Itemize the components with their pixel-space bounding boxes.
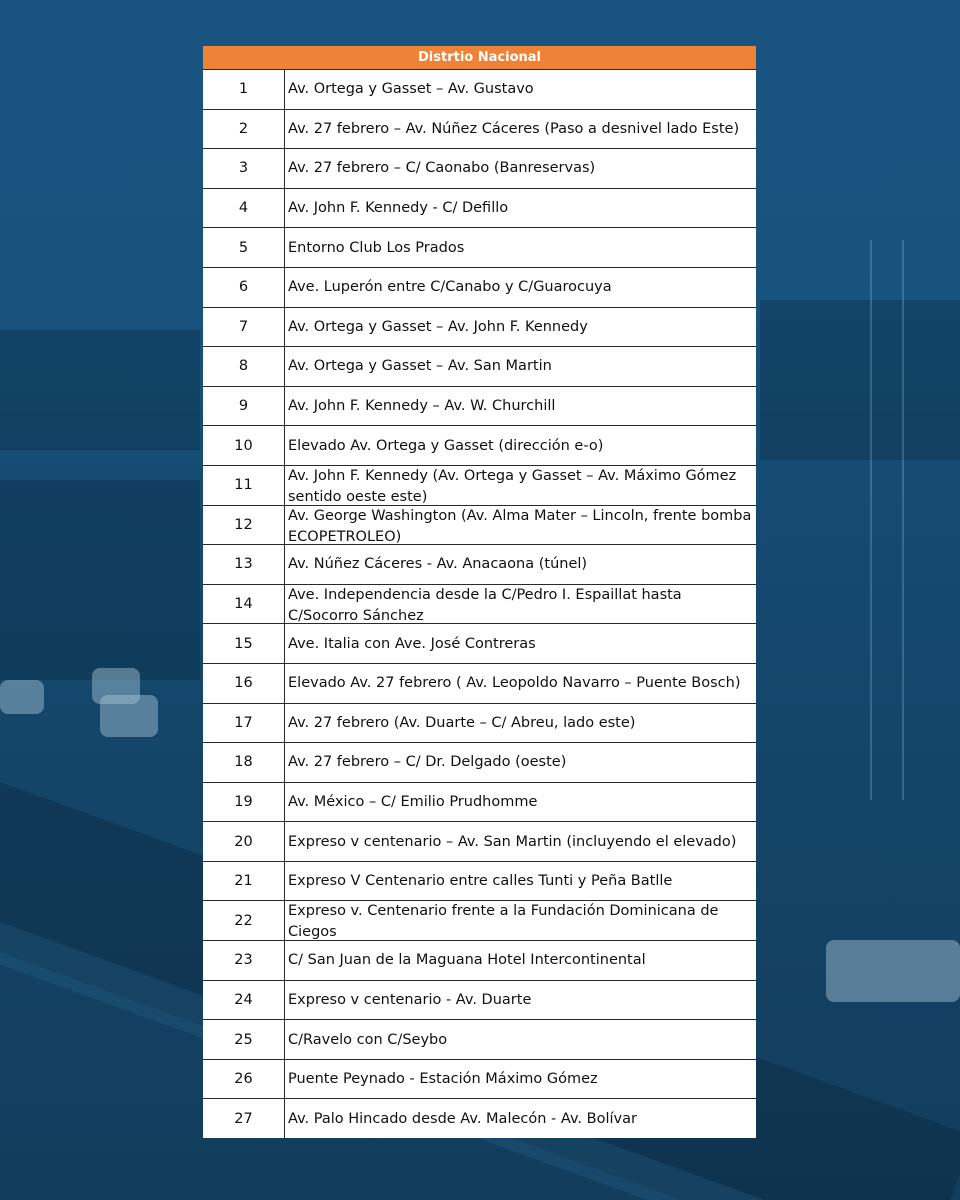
table-row [203, 704, 756, 744]
row-location: Ave. Italia con Ave. José Contreras [288, 635, 536, 652]
table-row [203, 822, 756, 862]
table-row [203, 1020, 756, 1060]
table-row [203, 624, 756, 664]
table-header: Distrtio Nacional [203, 46, 756, 70]
row-location: Av. John F. Kennedy – Av. W. Churchill [288, 398, 556, 415]
row-number: 15 [203, 624, 285, 663]
row-number: 7 [203, 308, 285, 347]
row-number: 10 [203, 426, 285, 465]
table-row [203, 347, 756, 387]
row-location: Expreso v centenario – Av. San Martin (incluyendo el elevado) [288, 833, 737, 850]
row-number: 24 [203, 981, 285, 1020]
table-row [203, 545, 756, 585]
table-row [203, 901, 756, 941]
table-row [203, 585, 756, 625]
table-row [203, 268, 756, 308]
table-row [203, 783, 756, 823]
table-row [203, 941, 756, 981]
row-number: 11 [203, 466, 285, 505]
row-number: 23 [203, 941, 285, 980]
row-location: Av. Ortega y Gasset – Av. Gustavo [288, 81, 534, 98]
table-row [203, 506, 756, 546]
table-row [203, 1060, 756, 1100]
row-number: 16 [203, 664, 285, 703]
table-row [203, 308, 756, 348]
row-location: Av. Ortega y Gasset – Av. John F. Kennedy [288, 318, 588, 335]
table-row [203, 387, 756, 427]
row-location: Expreso v. Centenario frente a la Fundación Dominicana de Ciegos [288, 903, 719, 941]
row-number: 4 [203, 189, 285, 228]
table-row [203, 149, 756, 189]
table-body [203, 70, 756, 1138]
row-location: Elevado Av. 27 febrero ( Av. Leopoldo Navarro – Puente Bosch) [288, 675, 741, 692]
table-row [203, 110, 756, 150]
table-row [203, 981, 756, 1021]
locations-table [203, 46, 756, 1138]
row-number: 6 [203, 268, 285, 307]
table-row [203, 1099, 756, 1138]
row-location: C/ San Juan de la Maguana Hotel Intercontinental [288, 952, 646, 969]
row-location: Av. 27 febrero – C/ Caonabo (Banreservas) [288, 160, 596, 177]
row-number: 1 [203, 70, 285, 109]
table-row [203, 862, 756, 902]
row-number: 2 [203, 110, 285, 149]
row-number: 22 [203, 901, 285, 940]
row-location: Av. Palo Hincado desde Av. Malecón - Av. Bolívar [288, 1110, 637, 1127]
row-location: Av. 27 febrero – C/ Dr. Delgado (oeste) [288, 754, 567, 771]
row-location: Av. John F. Kennedy - C/ Defillo [288, 200, 509, 217]
row-number: 5 [203, 228, 285, 267]
row-number: 14 [203, 585, 285, 624]
row-location: C/Ravelo con C/Seybo [288, 1031, 448, 1048]
row-number: 18 [203, 743, 285, 782]
row-number: 9 [203, 387, 285, 426]
row-number: 21 [203, 862, 285, 901]
row-number: 13 [203, 545, 285, 584]
row-number: 26 [203, 1060, 285, 1099]
table-row [203, 189, 756, 229]
row-number: 25 [203, 1020, 285, 1059]
row-number: 20 [203, 822, 285, 861]
row-location: Av. Ortega y Gasset – Av. San Martin [288, 358, 552, 375]
row-location: Av. México – C/ Emilio Prudhomme [288, 793, 538, 810]
row-number: 27 [203, 1099, 285, 1138]
row-location: Av. 27 febrero (Av. Duarte – C/ Abreu, lado este) [288, 714, 636, 731]
row-location: Av. John F. Kennedy (Av. Ortega y Gasset – Av. Máximo Gómez sentido oeste este) [288, 467, 737, 505]
table-row [203, 228, 756, 268]
table-row [203, 664, 756, 704]
row-number: 17 [203, 704, 285, 743]
table-row [203, 426, 756, 466]
table-row [203, 743, 756, 783]
row-location: Ave. Luperón entre C/Canabo y C/Guarocuya [288, 279, 612, 296]
row-number: 19 [203, 783, 285, 822]
table-row [203, 70, 756, 110]
table-row [203, 466, 756, 506]
row-number: 12 [203, 506, 285, 545]
row-location: Ave. Independencia desde la C/Pedro I. Espaillat hasta C/Socorro Sánchez [288, 586, 682, 624]
row-number: 3 [203, 149, 285, 188]
row-location: Av. Núñez Cáceres - Av. Anacaona (túnel) [288, 556, 588, 573]
row-location: Puente Peynado - Estación Máximo Gómez [288, 1071, 598, 1088]
row-location: Expreso V Centenario entre calles Tunti y Peña Batlle [288, 873, 673, 890]
row-location: Expreso v centenario - Av. Duarte [288, 991, 532, 1008]
row-number: 8 [203, 347, 285, 386]
row-location: Elevado Av. Ortega y Gasset (dirección e-o) [288, 437, 604, 454]
row-location: Av. George Washington (Av. Alma Mater – Lincoln, frente bomba ECOPETROLEO) [288, 507, 752, 545]
row-location: Entorno Club Los Prados [288, 239, 465, 256]
row-location: Av. 27 febrero – Av. Núñez Cáceres (Paso a desnivel lado Este) [288, 120, 740, 137]
